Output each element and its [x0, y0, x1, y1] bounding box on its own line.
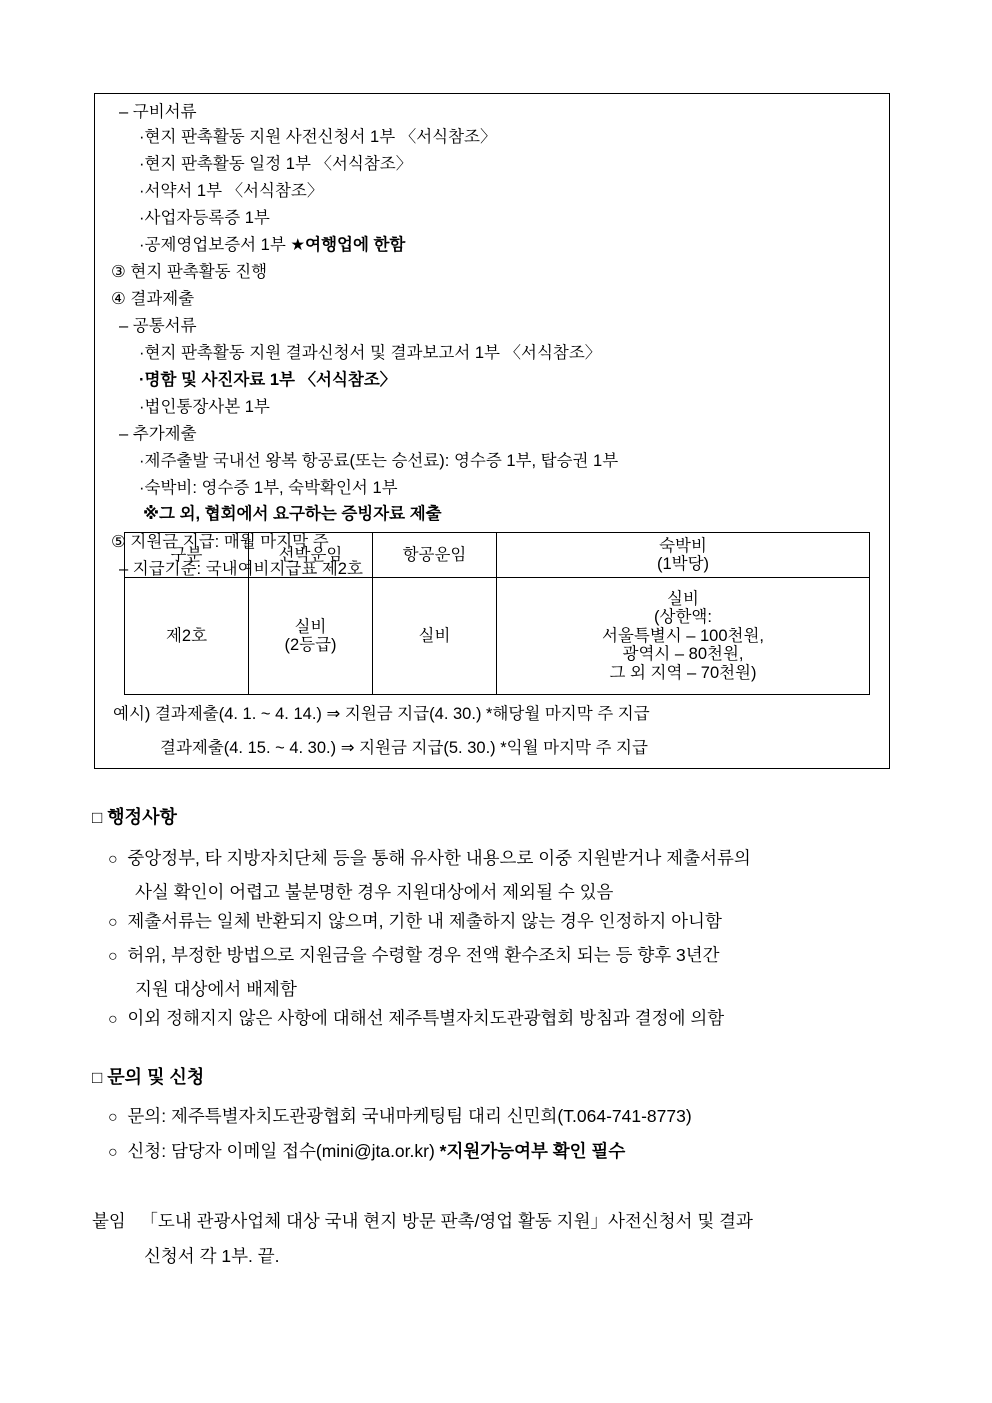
notice-line-11: ·명함 및 사진자료 1부 〈서식참조〉	[139, 371, 397, 389]
admin-item-4-line-1: 이외 정해지지 않은 사항에 대해선 제주특별자치도관광협회 방침과 결정에 의함	[127, 1008, 725, 1028]
dot-marker: ·	[139, 452, 145, 470]
notice-line-3: ·현지 판촉활동 일정 1부 〈서식참조〉	[139, 155, 413, 173]
attachment-label: 붙임	[92, 1211, 126, 1231]
dot-marker: ·	[139, 182, 145, 200]
lodging-line-1: 실비	[667, 589, 699, 608]
admin-item-3-cont: 지원 대상에서 배제함	[135, 979, 297, 999]
notice-line-12: ·법인통장사본 1부	[139, 398, 270, 416]
lodging-line-3: 서울특별시 – 100천원,	[601, 626, 765, 645]
attachment-title: 「도내 관광사업체 대상 국내 현지 방문 판촉/영업 활동 지원」사전신청서 및 결과	[140, 1211, 753, 1231]
circled-4-marker: ④	[111, 290, 126, 308]
square-marker-icon: □	[92, 1068, 103, 1087]
attachment-line-2: 신청서 각 1부. 끝.	[144, 1246, 280, 1266]
notice-line-9: – 공통서류	[119, 317, 197, 335]
admin-item-1-cont: 사실 확인이 어렵고 불분명한 경우 지원대상에서 제외될 수 있음	[135, 882, 614, 902]
notice-line-17: ⑤ 지원금 지급: 매월 마지막 주	[111, 533, 329, 551]
circle-marker-icon: ○	[108, 948, 118, 965]
table-data-row	[125, 578, 870, 695]
application-required-note: *지원가능여부 확인 필수	[439, 1141, 626, 1161]
contact-section-title: 문의 및 신청	[107, 1067, 205, 1087]
table-header-row	[125, 533, 870, 578]
dot-marker: ·	[139, 128, 145, 146]
circle-marker-icon: ○	[108, 1011, 118, 1028]
header-cell-ship-fare: 선박운임	[249, 533, 373, 578]
admin-item-1-line-1: 중앙정부, 타 지방자치단체 등을 통해 유사한 내용으로 이중 지원받거나 제출서류의	[127, 848, 751, 868]
admin-item-1	[108, 850, 751, 868]
lodging-line-4: 광역시 – 80천원,	[622, 645, 744, 664]
circle-marker-icon: ○	[108, 1109, 118, 1126]
dot-marker: ·	[139, 344, 145, 362]
example-line-2: 결과제출(4. 15. ~ 4. 30.) ⇒ 지원금 지급(5. 30.) *익월 마지막 주 지급	[160, 739, 648, 757]
notice-line-16: ※그 외, 협회에서 요구하는 증빙자료 제출	[143, 505, 442, 523]
notice-line-18: – 지급기준: 국내여비지급표 제2호	[119, 560, 363, 578]
attachment-line-1	[92, 1213, 753, 1231]
application-text: 신청: 담당자 이메일 접수(mini@jta.or.kr)	[127, 1141, 440, 1161]
circled-5-marker: ⑤	[111, 533, 126, 551]
ship-fare-sub: (2등급)	[284, 636, 337, 654]
cell-air-fare-value: 실비	[373, 578, 497, 695]
travel-allowance-table	[124, 532, 870, 695]
admin-item-2-line-1: 제출서류는 일체 반환되지 않으며, 기한 내 제출하지 않는 경우 인정하지 아니함	[127, 911, 722, 931]
dot-marker: ·	[139, 236, 145, 254]
dash-marker: –	[119, 317, 129, 335]
notice-line-7: ③ 현지 판촉활동 진행	[111, 263, 268, 281]
dot-marker: ·	[139, 371, 145, 389]
notice-line-4: ·서약서 1부 〈서식참조〉	[139, 182, 324, 200]
notice-line-5: ·사업자등록증 1부	[139, 209, 270, 227]
dot-marker: ·	[139, 398, 145, 416]
contact-section-heading	[92, 1068, 204, 1086]
contact-item-inquiry	[108, 1108, 692, 1126]
lodging-sublabel: (1박당)	[656, 555, 710, 573]
ship-fare-main: 실비	[294, 617, 327, 636]
dash-marker: –	[119, 103, 129, 121]
dot-marker: ·	[139, 155, 145, 173]
notice-line-2: ·현지 판촉활동 지원 사전신청서 1부 〈서식참조〉	[139, 128, 497, 146]
admin-item-2	[108, 913, 722, 931]
admin-item-3	[108, 947, 720, 965]
cell-ship-fare-value	[249, 578, 373, 695]
header-cell-category: 구분	[125, 533, 249, 578]
notice-line-14: ·제주출발 국내선 왕복 항공료(또는 승선료): 영수증 1부, 탑승권 1부	[139, 452, 619, 470]
admin-section-title: 행정사항	[107, 807, 177, 827]
notice-line-15: ·숙박비: 영수증 1부, 숙박확인서 1부	[139, 479, 398, 497]
admin-item-4	[108, 1010, 724, 1028]
cell-lodging-value	[497, 578, 870, 695]
cell-category-value: 제2호	[125, 578, 249, 695]
admin-item-3-line-1: 허위, 부정한 방법으로 지원금을 수령할 경우 전액 환수조치 되는 등 향후 3년간	[127, 945, 720, 965]
reference-mark-icon: ※	[143, 505, 160, 523]
header-cell-lodging	[497, 533, 870, 578]
circle-marker-icon: ○	[108, 851, 118, 868]
lodging-label: 숙박비	[659, 536, 707, 555]
square-marker-icon: □	[92, 808, 103, 827]
header-cell-air-fare: 항공운임	[373, 533, 497, 578]
dash-marker: –	[119, 560, 129, 578]
circle-marker-icon: ○	[108, 914, 118, 931]
travel-only-note: ★여행업에 한함	[290, 236, 406, 254]
notice-line-6: ·공제영업보증서 1부 ★여행업에 한함	[139, 236, 406, 254]
dot-marker: ·	[139, 479, 145, 497]
circle-marker-icon: ○	[108, 1144, 118, 1161]
notice-line-13: – 추가제출	[119, 425, 197, 443]
admin-section-heading	[92, 808, 177, 826]
circled-3-marker: ③	[111, 263, 126, 281]
contact-item-application	[108, 1143, 625, 1161]
lodging-line-2: (상한액:	[654, 608, 712, 627]
dash-marker: –	[119, 425, 129, 443]
notice-line-8: ④ 결과제출	[111, 290, 195, 308]
dot-marker: ·	[139, 209, 145, 227]
notice-line-10: ·현지 판촉활동 지원 결과신청서 및 결과보고서 1부 〈서식참조〉	[139, 344, 602, 362]
example-line-1: 예시) 결과제출(4. 1. ~ 4. 14.) ⇒ 지원금 지급(4. 30.) *해당월 마지막 주 지급	[113, 705, 650, 723]
notice-line-1: – 구비서류	[119, 103, 197, 121]
inquiry-text: 문의: 제주특별자치도관광협회 국내마케팅팀 대리 신민희(T.064-741-8773)	[127, 1106, 692, 1126]
notice-box	[94, 93, 890, 769]
lodging-line-5: 그 외 지역 – 70천원)	[609, 663, 757, 682]
